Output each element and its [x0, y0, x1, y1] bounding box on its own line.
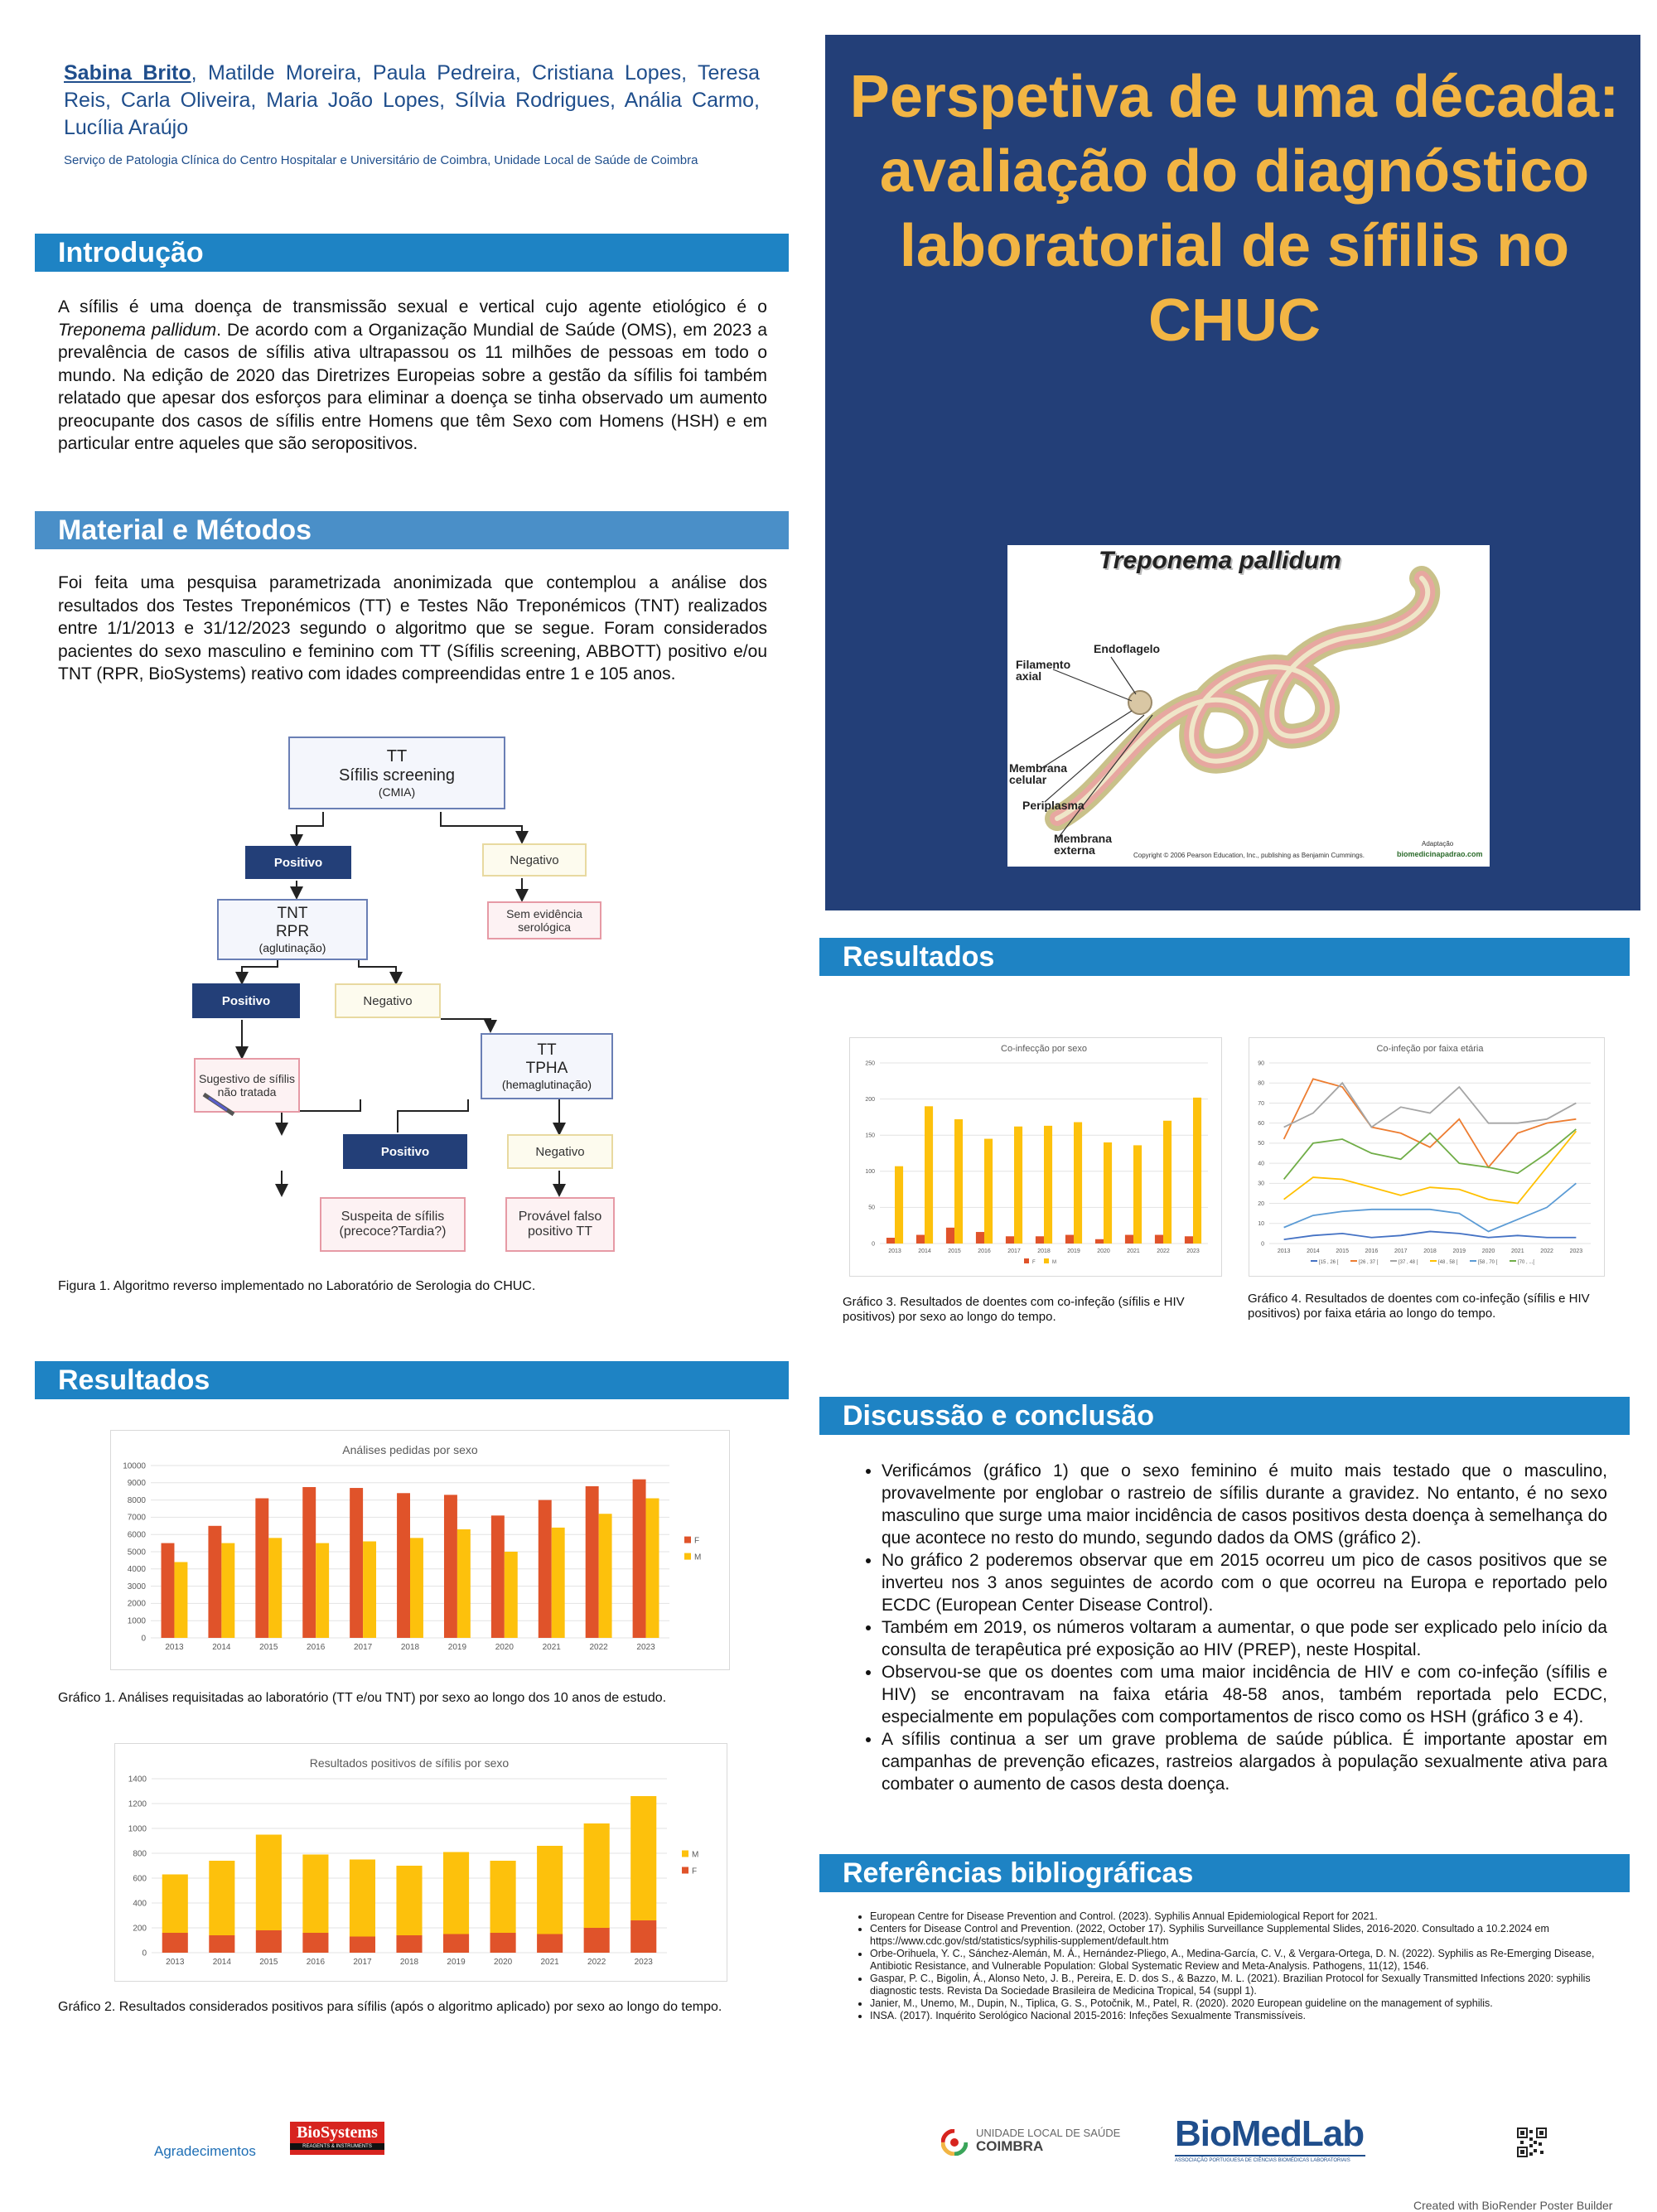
x-tick-label: 2017 — [1007, 1248, 1021, 1254]
biomedlab-text: BioMedLab — [1175, 2113, 1365, 2154]
bar-m — [350, 1860, 375, 1937]
y-tick-label: 9000 — [127, 1479, 146, 1489]
chart-title: Análises pedidas por sexo — [342, 1443, 478, 1456]
biosystems-logo — [290, 2122, 384, 2155]
bar-f — [586, 1486, 599, 1638]
bar-f — [1065, 1235, 1074, 1244]
section-referencias: Referências bibliográficas — [819, 1854, 1630, 1892]
chart-title: Resultados positivos de sífilis por sexo — [309, 1756, 510, 1770]
x-tick-label: 2019 — [1067, 1248, 1080, 1254]
flow-tt2-l3: (hemaglutinação) — [501, 1078, 592, 1091]
bar-m — [599, 1514, 612, 1638]
biomedlab-logo — [1175, 2113, 1365, 2163]
poster-title: Perspetiva de uma década: avaliação do diagnóstico laboratorial de sífilis no CHUC — [849, 64, 1620, 354]
treponema-drawing — [1007, 545, 1490, 867]
x-tick-label: 2020 — [1481, 1248, 1495, 1254]
biomedlab-sub: ASSOCIAÇÃO PORTUGUESA DE CIÊNCIAS BIOMÉDICAS LABORATORIAIS — [1175, 2155, 1365, 2163]
bar-f — [209, 1935, 234, 1953]
bar-m — [925, 1106, 933, 1244]
other-authors: , Matilde Moreira, Paula Pedreira, Cristiana Lopes, Teresa Reis, Carla Oliveira, Maria João Lopes, Sílvia Rodrigues, Anália Carmo, Lucília Araújo — [64, 61, 760, 139]
series-line — [1284, 1129, 1577, 1180]
bar-f — [1095, 1239, 1104, 1244]
series-line — [1284, 1131, 1577, 1203]
discussao-body — [853, 1460, 1607, 1795]
legend-label: M — [694, 1553, 702, 1562]
bar-f — [539, 1500, 552, 1638]
legend-label: M — [1052, 1260, 1056, 1265]
bar-m — [984, 1139, 993, 1244]
series-line — [1284, 1231, 1577, 1239]
bar-f — [1036, 1236, 1044, 1244]
y-tick-label: 3000 — [127, 1582, 146, 1591]
x-tick-label: 2018 — [1423, 1248, 1437, 1254]
y-tick-label: 1000 — [127, 1616, 146, 1626]
bar-f — [302, 1933, 328, 1953]
uls-logo-icon — [941, 2129, 968, 2156]
illustration-title: Treponema pallidum — [1099, 547, 1341, 574]
bar-m — [552, 1528, 565, 1638]
y-tick-label: 0 — [1261, 1241, 1264, 1248]
legend-label: F — [694, 1536, 700, 1546]
series-line — [1284, 1083, 1577, 1127]
y-tick-label: 10 — [1258, 1221, 1264, 1228]
section-introducao: Introdução — [35, 234, 789, 272]
x-tick-label: 2020 — [493, 1958, 513, 1967]
x-tick-label: 2018 — [400, 1643, 420, 1652]
y-tick-label: 90 — [1258, 1060, 1264, 1067]
bar-m — [443, 1852, 469, 1934]
label-endoflagelo: Endoflagelo — [1094, 642, 1161, 655]
x-tick-label: 2014 — [212, 1643, 231, 1652]
bar-m — [396, 1866, 422, 1935]
bar-f — [208, 1526, 221, 1638]
legend-swatch — [682, 1851, 688, 1857]
bar-f — [630, 1920, 656, 1953]
bar-m — [1044, 1126, 1052, 1244]
y-tick-label: 250 — [865, 1060, 875, 1067]
label-periplasma: Periplasma — [1022, 799, 1085, 812]
legend-label: F — [692, 1867, 698, 1876]
y-tick-label: 5000 — [127, 1548, 146, 1558]
legend-swatch — [684, 1537, 691, 1543]
x-tick-label: 2022 — [1540, 1248, 1553, 1254]
bar-m — [457, 1529, 471, 1638]
x-tick-label: 2013 — [888, 1248, 901, 1254]
flow-sem-evidencia: Sem evidência serológica — [487, 901, 601, 939]
flow-sugestivo: Sugestivo de sífilis não tratada — [194, 1058, 300, 1113]
x-tick-label: 2021 — [540, 1958, 559, 1967]
bar-m — [1133, 1145, 1142, 1244]
flow-tnt-l3: (aglutinação) — [258, 941, 326, 954]
y-tick-label: 100 — [865, 1169, 875, 1176]
x-tick-label: 2014 — [1307, 1248, 1320, 1254]
y-tick-label: 200 — [133, 1924, 147, 1934]
legend-label: [48 , 58 [ — [1438, 1260, 1458, 1265]
bar-f — [350, 1488, 363, 1638]
bar-m — [174, 1562, 187, 1638]
x-tick-label: 2014 — [918, 1248, 931, 1254]
y-tick-label: 80 — [1258, 1080, 1264, 1087]
bar-f — [976, 1232, 984, 1244]
bar-m — [1104, 1142, 1112, 1244]
legend-label: M — [692, 1850, 699, 1860]
authors — [64, 60, 760, 142]
x-tick-label: 2014 — [212, 1958, 231, 1967]
discussao-bullet: • Verificámos (gráfico 1) que o sexo feminino é muito mais testado que o masculino, provavelmente por englobar o rastreio de sífilis durante a gravidez. No entanto, é no sexo masculino que surge uma maior incidência de casos positivos desta doença à semelhança do que acontece no resto do mundo, segundo dados da OMS (gráfico 2). — [882, 1460, 1607, 1549]
series-line — [1284, 1183, 1577, 1231]
legend-swatch — [684, 1553, 691, 1560]
bar-m — [630, 1796, 656, 1920]
bar-m — [584, 1823, 610, 1928]
x-tick-label: 2016 — [978, 1248, 991, 1254]
flow-tnt-rpr — [217, 899, 368, 960]
references-list — [853, 1910, 1607, 2022]
y-tick-label: 50 — [868, 1205, 875, 1211]
created-with: Created with BioRender Poster Builder — [1413, 2199, 1613, 2212]
introducao-text-b: . De acordo com a Organização Mundial de Saúde (OMS), em 2023 a prevalência de casos de sífilis ativa ultrapassou os 11 milhões de pessoas em todo o mundo. Na edição de 2020 das Diretrizes Europeias sobre a gestão da sífilis foi também relatado que apesar dos esforços para eliminar a doença se tinha observado um aumento preocupante dos casos de sífilis entre Homens que têm Sexo com Homens (HSH) e em particular entre aqueles que são seropositivos. — [58, 320, 768, 453]
x-tick-label: 2019 — [447, 1958, 466, 1967]
bar-f — [443, 1934, 469, 1954]
discussao-bullet: • Observou-se que os doentes com uma maior incidência de HIV e com co-infeção (sífilis e HIV) se encontravam na faixa etária 48-58 anos, também reportada pelo ECDC, especialmente em populações com comportamentos de risco como os HSH (gráfico 3 e 4). — [882, 1661, 1607, 1728]
agradecimentos: Agradecimentos — [154, 2143, 256, 2159]
bar-f — [491, 1515, 505, 1638]
legend-swatch — [682, 1867, 688, 1874]
discussao-bullet: • A sífilis continua a ser um grave problema de saúde pública. É importante apostar em campanhas de prevenção eficazes, rastreios alargados à população sexualmente ativa para combater o aumento de casos desta doença. — [882, 1728, 1607, 1795]
references — [853, 1910, 1607, 2022]
illustration-adaptacao: Adaptação — [1422, 840, 1454, 848]
bar-f — [302, 1487, 316, 1638]
x-tick-label: 2022 — [1157, 1248, 1170, 1254]
x-tick-label: 2016 — [306, 1958, 326, 1967]
y-tick-label: 0 — [872, 1241, 875, 1248]
bar-f — [633, 1480, 646, 1638]
flow-tt-tpha — [481, 1033, 613, 1099]
x-tick-label: 2013 — [166, 1958, 185, 1967]
y-tick-label: 0 — [142, 1949, 147, 1958]
flowchart — [182, 733, 646, 1263]
grafico4-caption: Gráfico 4. Resultados de doentes com co-infeção (sífilis e HIV positivos) por faixa etária ao longo do tempo. — [1248, 1292, 1590, 1321]
bar-f — [916, 1235, 925, 1244]
bar-m — [1014, 1127, 1022, 1244]
x-tick-label: 2013 — [1277, 1248, 1291, 1254]
introducao-italic: Treponema pallidum — [58, 320, 217, 340]
y-tick-label: 40 — [1258, 1161, 1264, 1167]
uls-emblem — [941, 2129, 968, 2156]
x-tick-label: 2022 — [589, 1643, 608, 1652]
uls-line1: UNIDADE LOCAL DE SAÚDE — [976, 2127, 1121, 2139]
x-tick-label: 2015 — [259, 1643, 278, 1652]
x-tick-label: 2017 — [353, 1958, 372, 1967]
bar-m — [537, 1846, 563, 1934]
figure1-caption: Figura 1. Algoritmo reverso implementado no Laboratório de Serologia do CHUC. — [58, 1279, 536, 1293]
chart-grafico3-svg — [850, 1038, 1221, 1276]
chart-title: Co-infecção por sexo — [1001, 1044, 1087, 1054]
x-tick-label: 2023 — [1186, 1248, 1200, 1254]
x-tick-label: 2021 — [1127, 1248, 1140, 1254]
bar-m — [1074, 1123, 1082, 1244]
x-tick-label: 2022 — [587, 1958, 606, 1967]
section-resultados-left: Resultados — [35, 1361, 789, 1399]
flow-tt1-l2: Sífilis screening — [338, 766, 456, 785]
y-tick-label: 50 — [1258, 1141, 1264, 1147]
bar-m — [954, 1119, 963, 1244]
bar-m — [221, 1543, 234, 1638]
flow-tt2-l2: TPHA — [525, 1060, 568, 1077]
x-tick-label: 2017 — [353, 1643, 373, 1652]
flow-tt-screening — [288, 737, 505, 809]
y-tick-label: 10000 — [123, 1461, 146, 1471]
bar-f — [1185, 1236, 1193, 1244]
legend-label: [58 , 70 [ — [1478, 1260, 1498, 1265]
qr-code-icon[interactable] — [1517, 2127, 1547, 2157]
bar-f — [1006, 1236, 1014, 1244]
chart-title: Co-infeção por faixa etária — [1376, 1044, 1484, 1054]
bar-m — [410, 1538, 423, 1638]
bar-f — [397, 1493, 410, 1638]
flow-positivo-3: Positivo — [343, 1134, 467, 1169]
x-tick-label: 2016 — [307, 1643, 326, 1652]
legend-label: F — [1032, 1260, 1036, 1265]
chart-grafico2 — [114, 1743, 727, 1982]
x-tick-label: 2015 — [259, 1958, 278, 1967]
chart-grafico1-svg — [111, 1431, 729, 1669]
chart-grafico4-svg — [1249, 1038, 1604, 1276]
syringe-icon — [200, 1089, 239, 1118]
y-tick-label: 150 — [865, 1133, 875, 1139]
y-tick-label: 0 — [141, 1634, 146, 1644]
y-tick-label: 4000 — [127, 1565, 146, 1575]
flow-positivo-1: Positivo — [245, 846, 351, 879]
flow-provavel: Provável falso positivo TT — [505, 1197, 615, 1252]
bar-f — [162, 1933, 188, 1953]
y-tick-label: 800 — [133, 1849, 147, 1859]
flow-tt2-l1: TT — [537, 1041, 557, 1059]
x-tick-label: 2021 — [542, 1643, 561, 1652]
x-tick-label: 2023 — [636, 1643, 655, 1652]
section-metodos: Material e Métodos — [35, 511, 789, 549]
grafico3-caption: Gráfico 3. Resultados de doentes com co-infeção (sífilis e HIV positivos) por sexo ao longo do tempo. — [843, 1295, 1185, 1324]
flow-negativo-3: Negativo — [507, 1134, 613, 1169]
y-tick-label: 1400 — [128, 1775, 147, 1785]
discussao-bullet: • Também em 2019, os números voltaram a aumentar, o que pode ser explicado pelo início da consulta de terapêutica pré exposição ao HIV (PREP), neste Hospital. — [882, 1616, 1607, 1661]
x-tick-label: 2019 — [447, 1643, 467, 1652]
biosystems-sub: REAGENTS & INSTRUMENTS — [290, 2143, 384, 2150]
bar-m — [363, 1542, 376, 1638]
legend-swatch — [1044, 1258, 1049, 1263]
metodos-text: Foi feita uma pesquisa parametrizada anonimizada que contemplou a análise dos resultados dos Testes Treponémicos (TT) e Testes Não Treponémicos (TNT) realizados entre 1/1/2013 e 31/12/2023 segundo o algoritmo que se segue. Foram considerados pacientes do sexo masculino e feminino com TT (Sífilis screening, ABBOTT) positivo e/ou TNT (RPR, BioSystems) reativo com idades compreendidas entre 1 e 105 anos. — [58, 573, 767, 683]
section-resultados-right: Resultados — [819, 938, 1630, 976]
chart-grafico3 — [849, 1037, 1222, 1277]
legend-swatch — [1024, 1258, 1029, 1263]
reference-item[interactable]: • Centers for Disease Control and Prevention. (2022, October 17). Syphilis Surveillance Supplemental Slides, 2016-2020. Consultado a 10.2.2024 em https://www.cdc.gov/std/statistics/syphilis-supplement/default.htm — [870, 1923, 1607, 1948]
label-membrana-externa: Membrana externa — [1054, 832, 1113, 857]
flow-tt1-l1: TT — [386, 747, 408, 766]
x-tick-label: 2017 — [1394, 1248, 1408, 1254]
bar-f — [256, 1930, 282, 1953]
biosystems-text: BioSystems — [297, 2123, 378, 2142]
y-tick-label: 2000 — [127, 1599, 146, 1609]
legend-label: [37 , 48 [ — [1399, 1260, 1418, 1265]
y-tick-label: 200 — [865, 1096, 875, 1103]
grafico2-caption: Gráfico 2. Resultados considerados positivos para sífilis (após o algoritmo aplicado) por sexo ao longo do tempo. — [58, 2000, 722, 2014]
treponema-illustration — [1007, 545, 1490, 867]
x-tick-label: 2020 — [495, 1643, 514, 1652]
bar-m — [1163, 1121, 1171, 1244]
uls-line2: COIMBRA — [976, 2138, 1044, 2154]
x-tick-label: 2018 — [399, 1958, 419, 1967]
reference-item: • INSA. (2017). Inquérito Serológico Nacional 2015-2016: Infeções Sexualmente Transmissíveis. — [870, 2010, 1607, 2022]
x-tick-label: 2018 — [1037, 1248, 1051, 1254]
reference-item: • Orbe-Orihuela, Y. C., Sánchez-Alemán, M. Á., Hernández-Pliego, A., Medina-García, C. V., & Vergara-Ortega, D. N. (2022). Syphilis as Re-Emerging Disease, Antibiotic Resistance, and Vulnerable Population: Global Systematic Review and Meta-Analysis. Pathogens, 11(12), 1546. — [870, 1948, 1607, 1973]
bar-f — [886, 1238, 895, 1244]
uls-text — [976, 2127, 1120, 2153]
x-tick-label: 2016 — [1365, 1248, 1379, 1254]
affiliation: Serviço de Patologia Clínica do Centro Hospitalar e Universitário de Coimbra, Unidade Local de Saúde de Coimbra — [64, 153, 698, 167]
x-tick-label: 2013 — [165, 1643, 184, 1652]
bar-f — [946, 1228, 954, 1244]
grafico1-caption: Gráfico 1. Análises requisitadas ao laboratório (TT e/ou TNT) por sexo ao longo dos 10 anos de estudo. — [58, 1691, 667, 1705]
reference-item: • Gaspar, P. C., Bigolin, Á., Alonso Neto, J. B., Pereira, E. D. dos S., & Bazzo, M. L. (2021). Brazilian Protocol for Sexually Transmitted Infections 2020: syphilis diagnostic tests. Revista Da Sociedade Brasileira de Medicina Tropical, 54 (suppl 1). — [870, 1973, 1607, 1997]
legend-label: [15 , 26 [ — [1319, 1260, 1339, 1265]
x-tick-label: 2019 — [1452, 1248, 1466, 1254]
flow-tt1-l3: (CMIA) — [378, 785, 416, 799]
x-tick-label: 2015 — [1336, 1248, 1349, 1254]
chart-grafico4 — [1249, 1037, 1605, 1277]
chart-grafico2-svg — [115, 1744, 727, 1981]
bar-m — [256, 1835, 282, 1931]
introducao-text-a: A sífilis é uma doença de transmissão sexual e vertical cujo agente etiológico é o — [58, 297, 767, 316]
bar-f — [350, 1937, 375, 1954]
bar-f — [255, 1499, 268, 1638]
label-filamento: Filamento axial — [1016, 658, 1071, 683]
bar-m — [1193, 1098, 1201, 1244]
y-tick-label: 20 — [1258, 1200, 1264, 1207]
bar-f — [162, 1543, 175, 1638]
bar-m — [268, 1538, 282, 1638]
y-tick-label: 60 — [1258, 1121, 1264, 1127]
bar-f — [490, 1933, 516, 1953]
bar-f — [584, 1928, 610, 1953]
flow-tnt-l2: RPR — [275, 923, 310, 940]
x-tick-label: 2023 — [1569, 1248, 1583, 1254]
y-tick-label: 30 — [1258, 1181, 1264, 1187]
bar-m — [505, 1552, 518, 1638]
bar-m — [209, 1861, 234, 1935]
reference-item: • Janier, M., Unemo, M., Dupin, N., Tiplica, G. S., Potočnik, M., Patel, R. (2020). 2020 European guideline on the management of syphilis. — [870, 1997, 1607, 2010]
y-tick-label: 8000 — [127, 1495, 146, 1505]
x-tick-label: 2020 — [1097, 1248, 1110, 1254]
x-tick-label: 2015 — [948, 1248, 961, 1254]
discussao-bullet: • No gráfico 2 poderemos observar que em 2015 ocorreu um pico de casos positivos que se inverteu nos 3 anos seguintes de acordo com o que ocorreu na Europa e reportado pelo ECDC (European Center Disease Control). — [882, 1549, 1607, 1616]
flow-negativo-1: Negativo — [482, 843, 587, 877]
flow-negativo-2: Negativo — [335, 983, 441, 1018]
bar-f — [1155, 1235, 1163, 1244]
bar-m — [316, 1543, 329, 1638]
discussao-list — [853, 1460, 1607, 1795]
y-tick-label: 400 — [133, 1899, 147, 1909]
x-tick-label: 2023 — [634, 1958, 653, 1967]
reference-item: • European Centre for Disease Prevention and Control. (2023). Syphilis Annual Epidemiological Report for 2021. — [870, 1910, 1607, 1923]
y-tick-label: 6000 — [127, 1530, 146, 1540]
y-tick-label: 600 — [133, 1874, 147, 1884]
y-tick-label: 70 — [1258, 1100, 1264, 1107]
y-tick-label: 7000 — [127, 1513, 146, 1523]
chart-grafico1 — [110, 1430, 730, 1670]
y-tick-label: 1200 — [128, 1799, 147, 1809]
legend-label: [26 , 37 [ — [1359, 1260, 1379, 1265]
introducao-text — [58, 296, 767, 456]
section-discussao: Discussão e conclusão — [819, 1397, 1630, 1435]
label-membrana-celular: Membrana celular — [1009, 761, 1068, 786]
y-tick-label: 1000 — [128, 1824, 147, 1834]
first-author[interactable]: Sabina Brito — [64, 61, 191, 85]
bar-f — [1125, 1235, 1133, 1244]
flow-positivo-2: Positivo — [192, 983, 300, 1018]
bar-f — [396, 1935, 422, 1953]
bar-m — [490, 1861, 516, 1933]
legend-label: [70 , ...[ — [1518, 1260, 1535, 1265]
illustration-site: biomedicinapadrao.com — [1397, 850, 1483, 858]
bar-m — [646, 1499, 659, 1638]
bar-m — [895, 1166, 903, 1244]
flow-tnt-l1: TNT — [277, 905, 308, 922]
qr-code-graphic — [1517, 2127, 1547, 2157]
bar-m — [162, 1875, 188, 1934]
bar-f — [444, 1495, 457, 1638]
bar-m — [302, 1855, 328, 1934]
x-tick-label: 2021 — [1511, 1248, 1524, 1254]
flow-suspeita: Suspeita de sífilis (precoce?Tardia?) — [320, 1197, 466, 1252]
illustration-copyright: Copyright © 2006 Pearson Education, Inc., publishing as Benjamin Cummings. — [1133, 852, 1365, 859]
bar-f — [537, 1934, 563, 1954]
